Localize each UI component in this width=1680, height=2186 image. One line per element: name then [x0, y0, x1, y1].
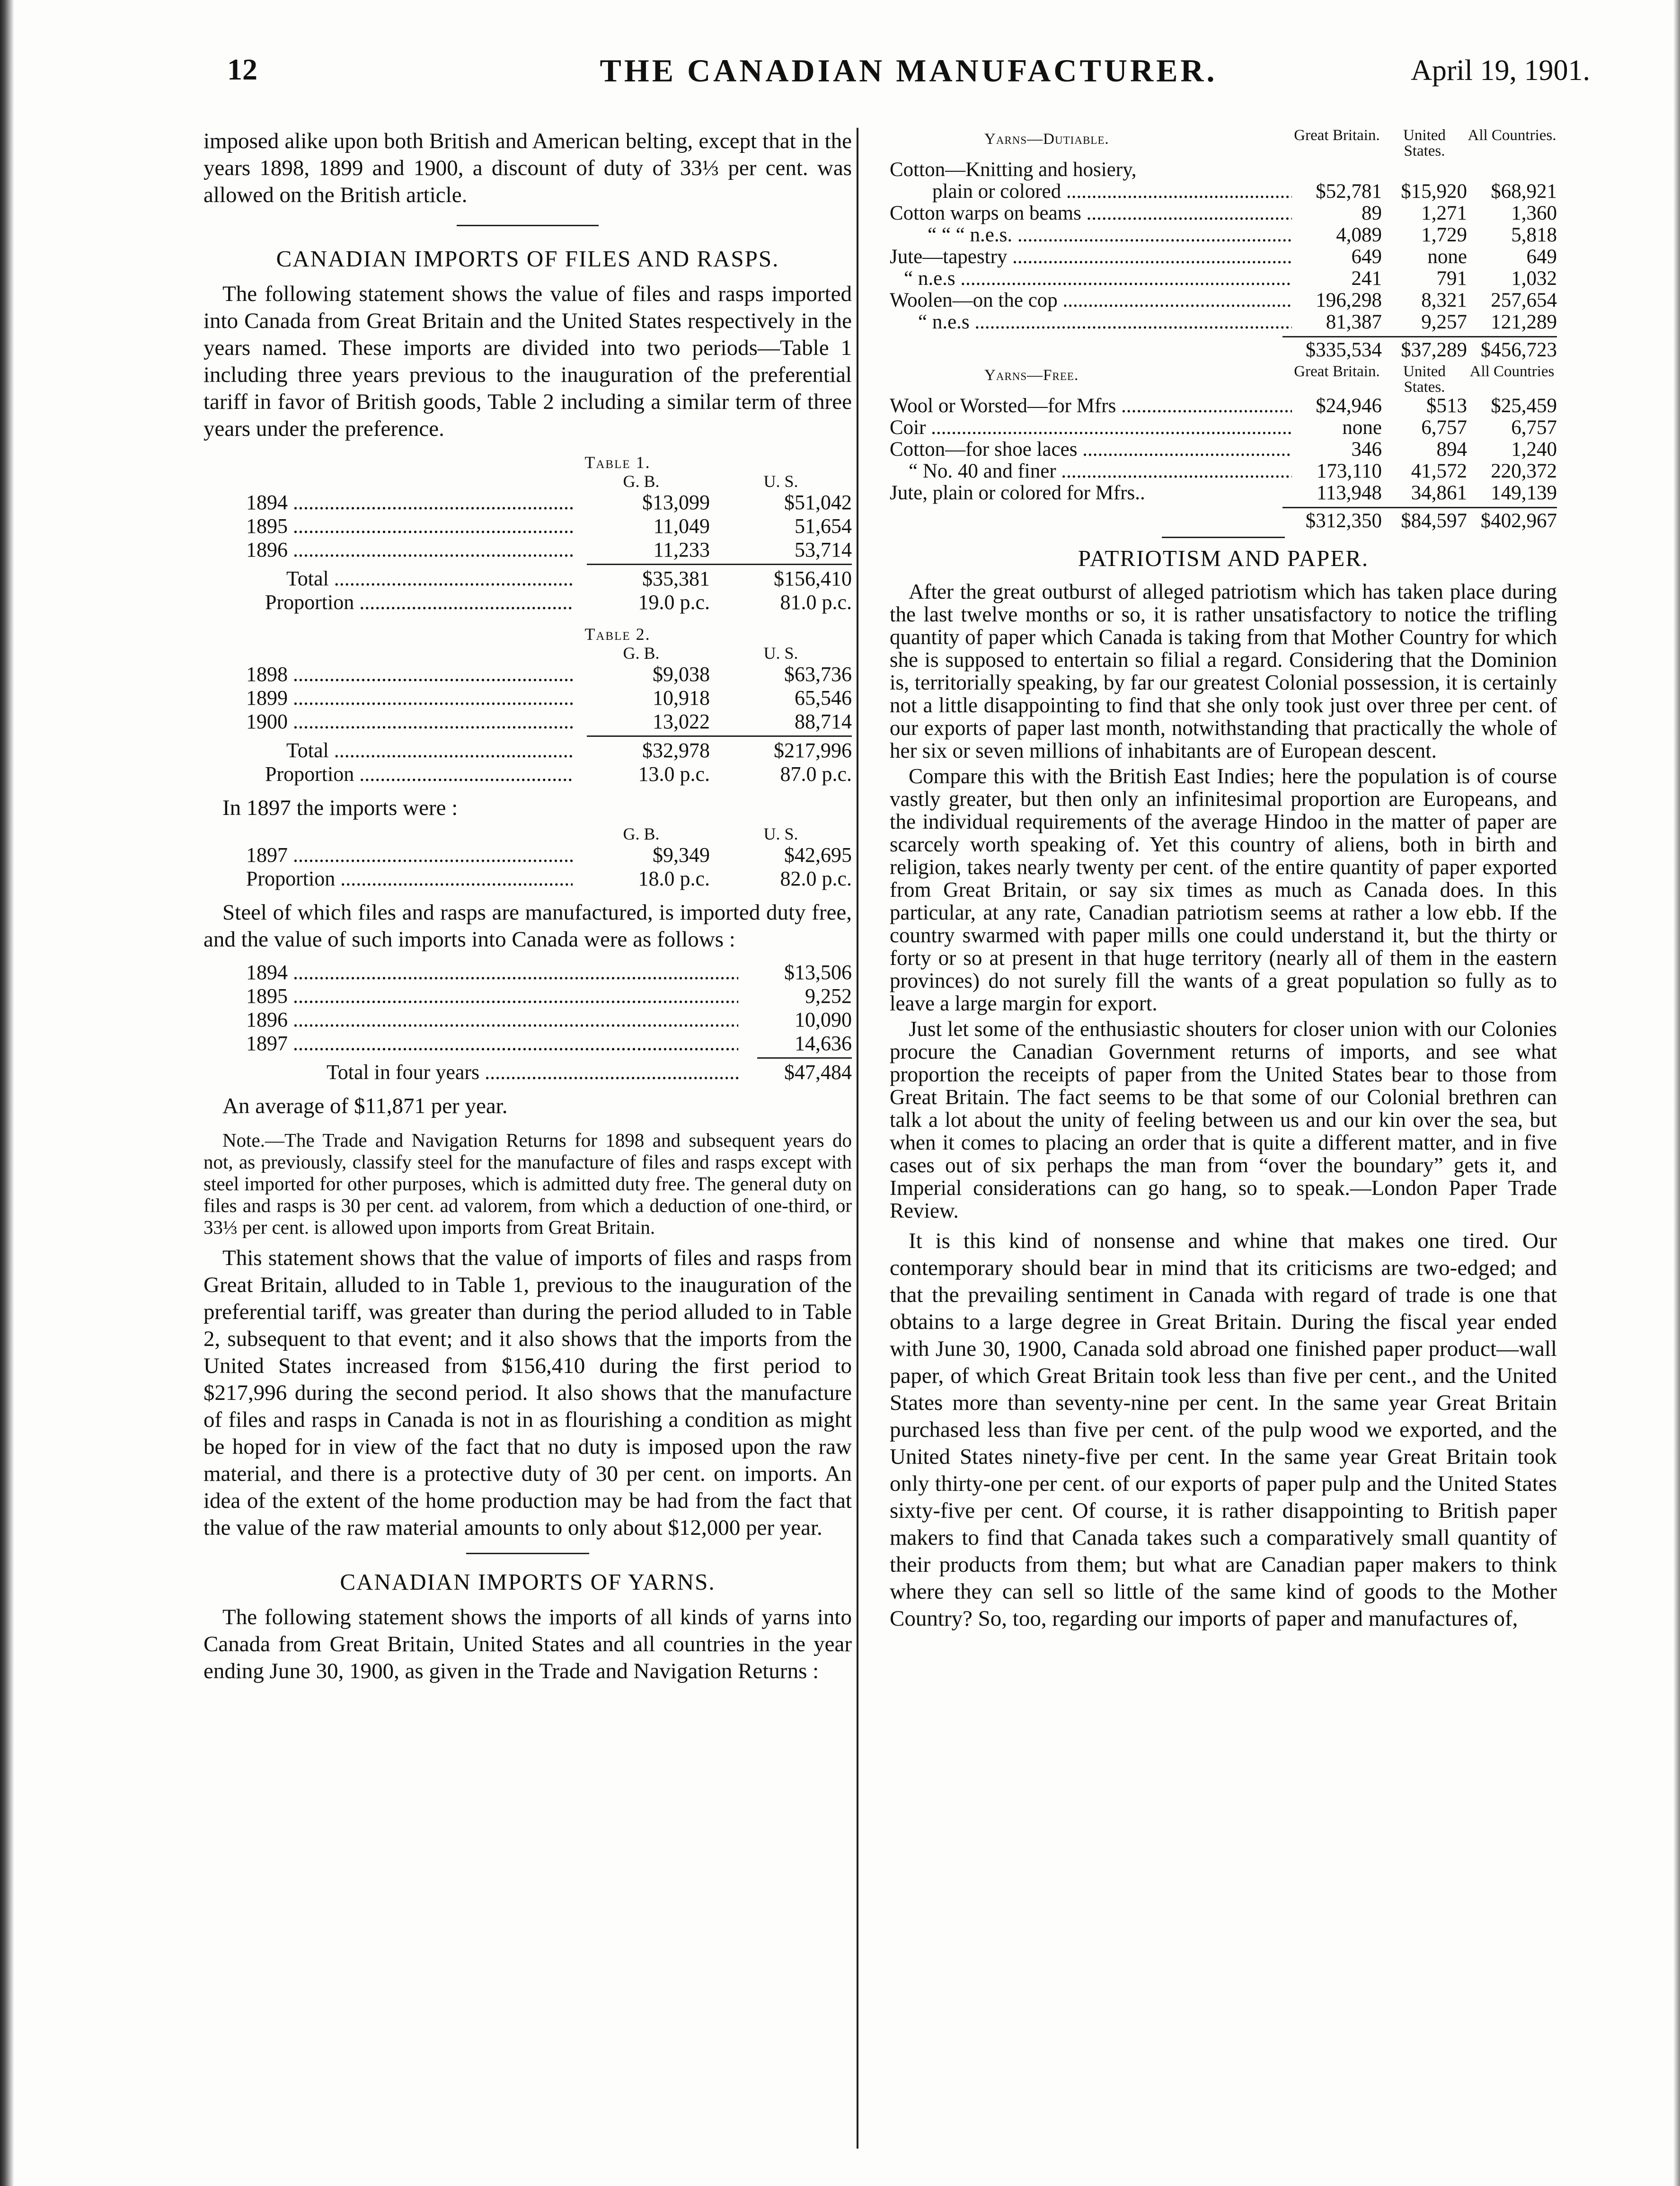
table-total-row: Total ..... $32,978 $217,996	[203, 739, 852, 762]
free-heading: Yarns—Free.	[984, 367, 1079, 384]
table-total-row: Total in four years ..... $47,484	[203, 1061, 852, 1084]
in-1897-text: In 1897 the imports were :	[222, 796, 458, 820]
sum-rule	[203, 562, 852, 567]
steel-paragraph: Steel of which files and rasps are manufactured, is imported duty free, and the value of such imports into Canada were as follows :	[203, 900, 852, 952]
table-row: 1896 ..... 11,233 53,714	[203, 538, 852, 562]
table-row: Cotton—for shoe laces ..... 346 894 1,240	[890, 439, 1557, 460]
quoted-article	[890, 580, 1557, 1222]
sum-rule	[203, 1055, 852, 1061]
table-row: “ n.e.s ..... 241 791 1,032	[890, 268, 1557, 290]
table-total-row: Total ..... $35,381 $156,410	[203, 567, 852, 591]
table-row: Cotton warps on beams ..... 89 1,271 1,360	[890, 203, 1557, 224]
dutiable-heading: Yarns—Dutiable.	[984, 131, 1109, 148]
note-paragraph: Note.—The Trade and Navigation Returns for 1898 and subsequent years do not, as previously, classify steel for the manufacture of files and rasps except with steel imported for other purposes, which is admitted duty free. The general duty on files and rasps is 30 per cent. ad valorem, from which a deduction of one-third, or 33⅓ per cent. is allowed upon imports from Great Britain.	[203, 1129, 852, 1238]
table-row: 1895 ..... 9,252	[203, 984, 852, 1008]
yarns-dutiable-table: Yarns—Dutiable. Great Britain. United States. All Countries. Cotton—Knitting and hosiery, plain or colored ..... $52,781 $15,920 $68,921 Cotton warps on beams ..... 89 1,271 1,360 “ “ “ n.e.s. ..... 4,089 1,729 5,818 Jute—tapestry ..... 649 none 649 “ n.e.s ..... 241 791 1,032 Woolen—on the cop ..... 196,298 8,321 257,654 “ n.e.s ..... 81,387 9,257 121,289 $335,534 $37,289 $456,723	[890, 128, 1557, 361]
section-rule	[457, 225, 599, 226]
table-row: Wool or Worsted—for Mfrs ..... $24,946 $513 $25,459	[890, 395, 1557, 417]
files-table-1	[203, 453, 852, 614]
table-proportion-row: Proportion ..... 13.0 p.c. 87.0 p.c.	[203, 762, 852, 786]
section-rule	[466, 1553, 589, 1554]
page-number: 12	[227, 53, 257, 86]
table-1-title: Table 1.	[584, 453, 651, 472]
col-us-header: U. S.	[763, 472, 798, 491]
table-row: 1899 ..... 10,918 65,546	[203, 686, 852, 710]
files-table-1897: G. B. U. S. 1897 ..... $9,349 $42,695 Proportion ..... 18.0 p.c. 82.0 p.c.	[203, 824, 852, 891]
files-table-2: Table 2. G. B. U. S. 1898 ..... $9,038 $63,736 1899 ..... 10,918 65,546 1900 ..... 13,022 88,714 Total ..... $32,978 $217,996 Proportion ..... 13.0 p.c. 87.0 p.c.	[203, 625, 852, 786]
table-2-title: Table 2.	[584, 625, 651, 644]
table-row: Jute—tapestry ..... 649 none 649	[890, 246, 1557, 268]
table-row: 1894 ..... $13,506	[203, 961, 852, 984]
yarns-paragraph: The following statement shows the imports of all kinds of yarns into Canada from Great Britain, United States and all countries in the year ending June 30, 1900, as given in the Trade and Navigation Returns :	[203, 1605, 852, 1683]
table-row: 1897 ..... $9,349 $42,695	[203, 843, 852, 867]
patriotism-heading: PATRIOTISM AND PAPER.	[1078, 545, 1369, 571]
yarns-free-table: Yarns—Free. Great Britain. United States. All Countries Wool or Worsted—for Mfrs ..... $24,946 $513 $25,459 Coir ..... none 6,757 6,757 Cotton—for shoe laces ..... 346 894 1,240 “ No. 40 and finer ..... 173,110 41,572 220,372 Jute, plain or colored for Mfrs.. 113,948 34,861 149,139 $312,350 $84,597 $402,967	[890, 364, 1557, 532]
table-row: Woolen—on the cop ..... 196,298 8,321 257,654	[890, 290, 1557, 311]
editorial-paragraph: It is this kind of nonsense and whine that makes one tired. Our contemporary should bear in mind that its criticisms are two-edged; and that the prevailing sentiment in Canada with regard of trade is one that obtains to a large degree in Great Britain. During the fiscal year ended with June 30, 1900, Canada sold abroad one finished paper product—wall paper, of which Great Britain took less than five per cent., and the United States more than seventy-nine per cent. In the same year Great Britain purchased less than five per cent. of the pulp wood we exported, and the United States ninety-five per cent. In the same year Great Britain took only thirty-one per cent. of our exports of paper pulp and the United States sixty-five per cent. Of course, it is rather disappointing to British paper makers to find that Canada takes such a comparatively small quantity of their products from them; but what are Canadian paper makers to think where they can sell so little of the same kind of goods to the Mother Country? So, too, regarding our imports of paper and manufactures of,	[890, 1229, 1557, 1631]
article-paragraph: Just let some of the enthusiastic shouters for closer union with our Colonies procure the Canadian Government returns of imports, and see what proportion the receipts of paper from the United States bear to those from Great Britain. The fact seems to be that some of our Colonial brethren can talk a lot about the unity of feeling between us and our kin over the sea, but when it comes to placing an order that is quite a different matter, and in five cases out of six perhaps the man from “over the boundary” gets it, and Imperial considerations can go hang, so to speak.—London Paper Trade Review.	[890, 1017, 1557, 1222]
sum-rule	[203, 734, 852, 739]
files-heading: CANADIAN IMPORTS OF FILES AND RASPS.	[276, 246, 779, 272]
table-proportion-row: Proportion ..... 18.0 p.c. 82.0 p.c.	[203, 867, 852, 891]
col-gb-header: G. B.	[623, 472, 660, 491]
table-row: “ No. 40 and finer ..... 173,110 41,572 220,372	[890, 460, 1557, 482]
table-row: 1900 ..... 13,022 88,714	[203, 710, 852, 734]
table-row: Coir ..... none 6,757 6,757	[890, 417, 1557, 439]
table-total-row: $312,350 $84,597 $402,967	[1305, 510, 1557, 532]
article-paragraph: Compare this with the British East Indies; here the population is of course vastly greater, but then only an infinitesimal proportion are Europeans, and the individual requirements of the average Hindoo in the matter of paper are scarcely worth speaking of. Yet this country of aliens, both in birth and religion, takes nearly twenty per cent. of the entire quantity of paper exported from Great Britain, or say six times as much as Canada does. In this particular, at any rate, Canadian patriotism seems at rather a low ebb. If the country swarmed with paper mills one could understand it, but the thirty or forty or so at present in that huge territory (nearly all of them in the eastern provinces) do not surely fill the wants of a great population so fully as to leave a large margin for export.	[890, 764, 1557, 1015]
table-row: 1895 ..... 11,049 51,654	[203, 514, 852, 538]
table-row: 1894 ..... $13,099 $51,042	[203, 491, 852, 514]
table-row: Jute, plain or colored for Mfrs.. 113,948 34,861 149,139	[890, 482, 1557, 504]
table-row: 1896 ..... 10,090	[203, 1008, 852, 1032]
page-header	[227, 47, 1590, 114]
table-row: 1897 ..... 14,636	[203, 1032, 852, 1055]
column-divider	[857, 128, 858, 2149]
table-proportion-row: Proportion ..... 19.0 p.c. 81.0 p.c.	[203, 591, 852, 614]
yarns-heading: CANADIAN IMPORTS OF YARNS.	[340, 1569, 716, 1595]
table-row: “ n.e.s ..... 81,387 9,257 121,289	[890, 311, 1557, 333]
table-total-row: $335,534 $37,289 $456,723	[1305, 339, 1557, 361]
scan-binding-edge	[0, 0, 14, 2186]
left-column	[203, 128, 852, 1688]
table-row: Cotton—Knitting and hosiery,	[890, 159, 1137, 181]
scan-right-edge	[1673, 0, 1680, 2186]
average-text: An average of $11,871 per year.	[222, 1094, 508, 1118]
intro-paragraph: imposed alike upon both British and American belting, except that in the years 1898, 1899 and 1900, a discount of duty of 33⅓ per cent. was allowed on the British article.	[203, 129, 852, 207]
issue-date: April 19, 1901.	[1411, 54, 1590, 87]
table-row: plain or colored ..... $52,781 $15,920 $68,921	[890, 181, 1557, 203]
masthead-title: THE CANADIAN MANUFACTURER.	[600, 53, 1218, 89]
statement-paragraph: This statement shows that the value of imports of files and rasps from Great Britain, alluded to in Table 1, previous to the inauguration of the preferential tariff, was greater than during the period alluded to in Table 2, subsequent to that event; and it also shows that the imports from the United States increased from $156,410 during the first period to $217,996 during the second period. It also shows that the manufacture of files and rasps in Canada is not in as flourishing a condition as might be hoped for in view of the fact that no duty is imposed upon the raw material, and there is a protective duty of 30 per cent. on imports. An idea of the extent of the home production may be had from the fact that the value of the raw material amounts to only about $12,000 per year.	[203, 1246, 852, 1540]
section-rule	[1162, 537, 1285, 538]
right-column	[890, 128, 1557, 1635]
steel-table	[203, 961, 852, 1084]
files-paragraph: The following statement shows the value of files and rasps imported into Canada from Great Britain and the United States respectively in the years named. These imports are divided into two periods—Table 1 including three years previous to the inauguration of the preferential tariff in favor of British goods, Table 2 including a similar term of three years under the preference.	[203, 282, 852, 441]
table-row: “ “ “ n.e.s. ..... 4,089 1,729 5,818	[890, 224, 1557, 246]
table-row: 1898 ..... $9,038 $63,736	[203, 663, 852, 686]
article-paragraph: After the great outburst of alleged patriotism which has taken place during the last twelve months or so, it is rather unsatisfactory to notice the trifling quantity of paper which Canada is taking from that Mother Country for which she is supposed to entertain so filial a regard. Considering that the Dominion is, territorially speaking, by far our greatest Colonial possession, it is certainly not a little disappointing to find that she only took just over three per cent. of our exports of paper last month, notwithstanding that practically the whole of her six or seven millions of inhabitants are of European descent.	[890, 580, 1557, 762]
